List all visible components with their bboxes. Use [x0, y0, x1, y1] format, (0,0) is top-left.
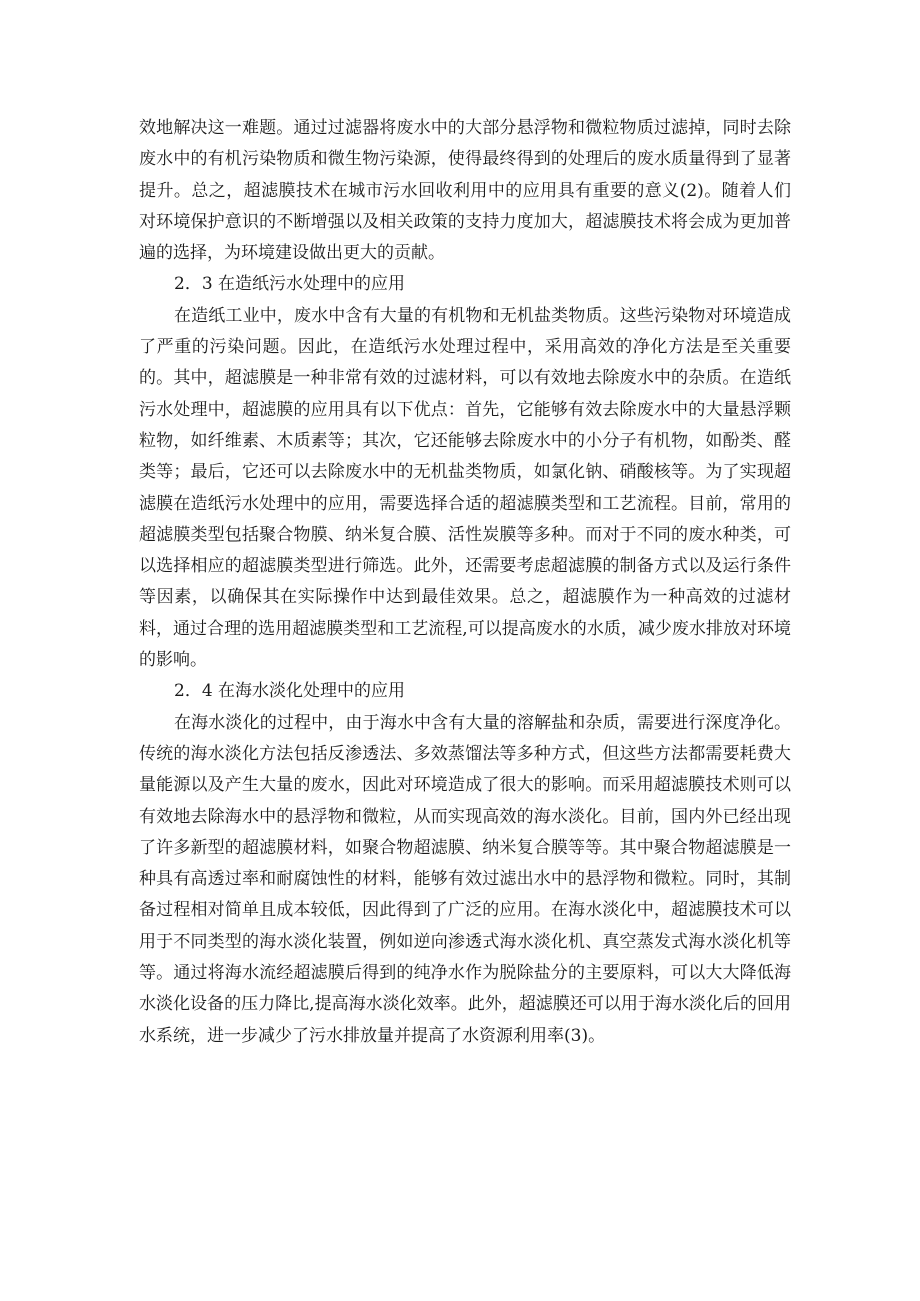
document-body	[139, 113, 791, 1052]
section-heading-2-3: 2．3 在造纸污水处理中的应用	[174, 274, 406, 295]
section-heading-2-4: 2．4 在海水淡化处理中的应用	[174, 681, 406, 702]
paragraph-section-2-3: 在造纸工业中，废水中含有大量的有机物和无机盐类物质。这些污染物对环境造成了严重的污染问题。因此，在造纸污水处理过程中，采用高效的净化方法是至关重要的。其中，超滤膜是一种非常有效的过滤材料，可以有效地去除废水中的杂质。在造纸污水处理中，超滤膜的应用具有以下优点：首先，它能够有效去除废水中的大量悬浮颗粒物，如纤维素、木质素等；其次，它还能够去除废水中的小分子有机物，如酚类、醛类等；最后，它还可以去除废水中的无机盐类物质，如氯化钠、硝酸核等。为了实现超滤膜在造纸污水处理中的应用，需要选择合适的超滤膜类型和工艺流程。目前，常用的超滤膜类型包括聚合物膜、纳米复合膜、活性炭膜等多种。而对于不同的废水种类，可以选择相应的超滤膜类型进行筛选。此外，还需要考虑超滤膜的制备方式以及运行条件等因素，以确保其在实际操作中达到最佳效果。总之，超滤膜作为一种高效的过滤材料，通过合理的选用超滤膜类型和工艺流程,可以提高废水的水质，减少废水排放对环境的影响。	[139, 305, 791, 671]
paragraph-section-2-4: 在海水淡化的过程中，由于海水中含有大量的溶解盐和杂质，需要进行深度净化。传统的海水淡化方法包括反渗透法、多效蒸馏法等多种方式，但这些方法都需要耗费大量能源以及产生大量的废水，因此对环境造成了很大的影响。而采用超滤膜技术则可以有效地去除海水中的悬浮物和微粒，从而实现高效的海水淡化。目前，国内外已经出现了许多新型的超滤膜材料，如聚合物超滤膜、纳米复合膜等等。其中聚合物超滤膜是一种具有高透过率和耐腐蚀性的材料，能够有效过滤出水中的悬浮物和微粒。同时，其制备过程相对简单且成本较低，因此得到了广泛的应用。在海水淡化中，超滤膜技术可以用于不同类型的海水淡化装置，例如逆向渗透式海水淡化机、真空蒸发式海水淡化机等等。通过将海水流经超滤膜后得到的纯净水作为脱除盐分的主要原料，可以大大降低海水淡化设备的压力降比,提高海水淡化效率。此外，超滤膜还可以用于海水淡化后的回用水系统，进一步减少了污水排放量并提高了水资源利用率(3)。	[139, 712, 791, 1046]
paragraph-continued: 效地解决这一难题。通过过滤器将废水中的大部分悬浮物和微粒物质过滤掉，同时去除废水中的有机污染物质和微生物污染源，使得最终得到的处理后的废水质量得到了显著提升。总之，超滤膜技术在城市污水回收利用中的应用具有重要的意义(2)。随着人们对环境保护意识的不断增强以及相关政策的支持力度加大，超滤膜技术将会成为更加普遍的选择，为环境建设做出更大的贡献。	[139, 118, 791, 264]
